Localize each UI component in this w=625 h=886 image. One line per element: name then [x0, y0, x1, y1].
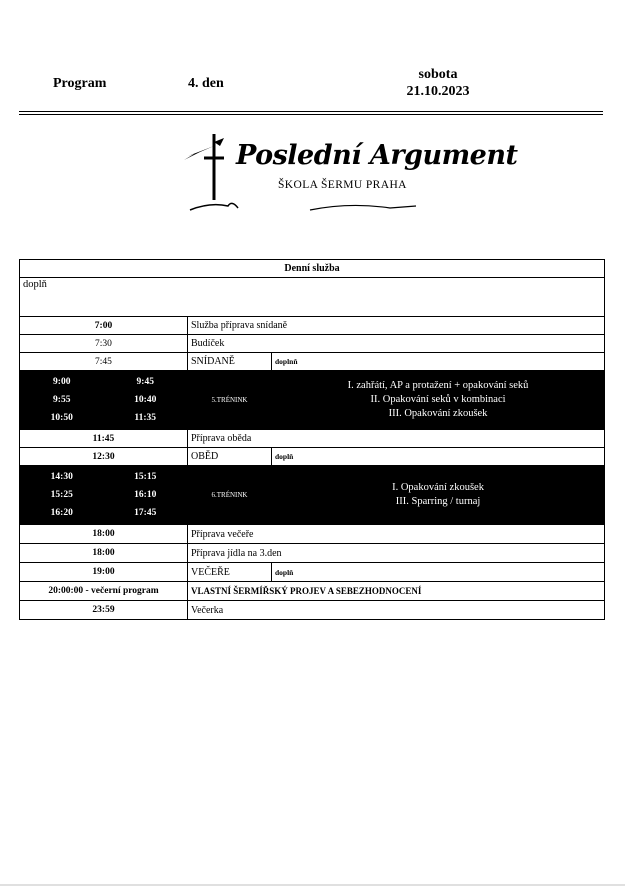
time-end: 11:35	[104, 409, 188, 427]
row-time: 20:00:00 - večerní program	[20, 582, 188, 601]
note-text: doplň	[20, 278, 605, 317]
time-start: 9:00	[20, 373, 104, 391]
row-time: 7:00	[20, 317, 188, 335]
logo-subtitle: ŠKOLA ŠERMU PRAHA	[278, 179, 407, 191]
training-5-label: 5.TRÉNINK	[188, 371, 272, 430]
logo-title: Poslední Argument	[236, 140, 518, 171]
time-end: 16:10	[104, 486, 188, 504]
row-event: Večerka	[188, 601, 605, 620]
table-row	[20, 317, 605, 335]
row-time: 23:59	[20, 601, 188, 620]
table-row	[20, 335, 605, 353]
row-time: 11:45	[20, 430, 188, 448]
training-6-times	[20, 468, 187, 522]
row-event: Služba příprava snídaně	[188, 317, 605, 335]
training-6-label: 6.TRÉNINK	[188, 466, 272, 525]
row-event: Příprava večeře	[188, 525, 605, 544]
header-rule-top	[19, 111, 603, 112]
training-5-times	[20, 373, 187, 427]
weekday-label: sobota	[418, 67, 458, 82]
training-line: III. Opakování zkoušek	[388, 408, 488, 419]
row-time: 19:00	[20, 563, 188, 582]
row-event: Příprava oběda	[188, 430, 605, 448]
table-row	[20, 430, 605, 448]
table-row	[20, 563, 605, 582]
row-event: SNÍDANĚ	[188, 353, 272, 371]
day-label: 4. den	[188, 76, 224, 91]
table-row	[20, 601, 605, 620]
time-start: 15:25	[20, 486, 104, 504]
table-row	[20, 525, 605, 544]
training-6-row	[20, 466, 605, 525]
table-row	[20, 582, 605, 601]
table-row	[20, 544, 605, 563]
time-start: 16:20	[20, 504, 104, 522]
time-end: 15:15	[104, 468, 188, 486]
table-row	[20, 353, 605, 371]
row-time: 18:00	[20, 525, 188, 544]
header-rule-bottom	[19, 114, 603, 115]
time-start: 9:55	[20, 391, 104, 409]
program-label: Program	[53, 76, 107, 91]
row-time: 12:30	[20, 448, 188, 466]
training-5-desc	[272, 371, 605, 430]
row-event: OBĚD	[188, 448, 272, 466]
training-line: I. Opakování zkoušek	[392, 482, 484, 493]
time-end: 9:45	[104, 373, 188, 391]
time-start: 14:30	[20, 468, 104, 486]
row-extra: doplnň	[272, 353, 605, 371]
training-line: II. Opakování seků v kombinaci	[370, 394, 506, 405]
training-line: I. zahřátí, AP a protažení + opakování seků	[347, 380, 529, 391]
date-label: 21.10.2023	[406, 84, 470, 99]
training-5-row	[20, 371, 605, 430]
time-start: 10:50	[20, 409, 104, 427]
row-extra: doplň	[272, 448, 605, 466]
row-event: VEČEŘE	[188, 563, 272, 582]
table-title-row	[20, 260, 605, 278]
row-event: Budíček	[188, 335, 605, 353]
training-line: III. Sparring / turnaj	[395, 496, 481, 507]
table-row	[20, 448, 605, 466]
school-logo	[180, 132, 518, 218]
row-time: 18:00	[20, 544, 188, 563]
time-end: 10:40	[104, 391, 188, 409]
row-event: VLASTNÍ ŠERMÍŘSKÝ PROJEV A SEBEZHODNOCENÍ	[188, 582, 605, 601]
date-block	[400, 66, 476, 100]
schedule-table	[19, 259, 605, 620]
row-time: 7:45	[20, 353, 188, 371]
row-time: 7:30	[20, 335, 188, 353]
row-event: Příprava jídla na 3.den	[188, 544, 605, 563]
table-title: Denní služba	[20, 260, 605, 278]
time-end: 17:45	[104, 504, 188, 522]
row-extra: doplň	[272, 563, 605, 582]
training-6-desc	[272, 466, 605, 525]
note-row	[20, 278, 605, 317]
